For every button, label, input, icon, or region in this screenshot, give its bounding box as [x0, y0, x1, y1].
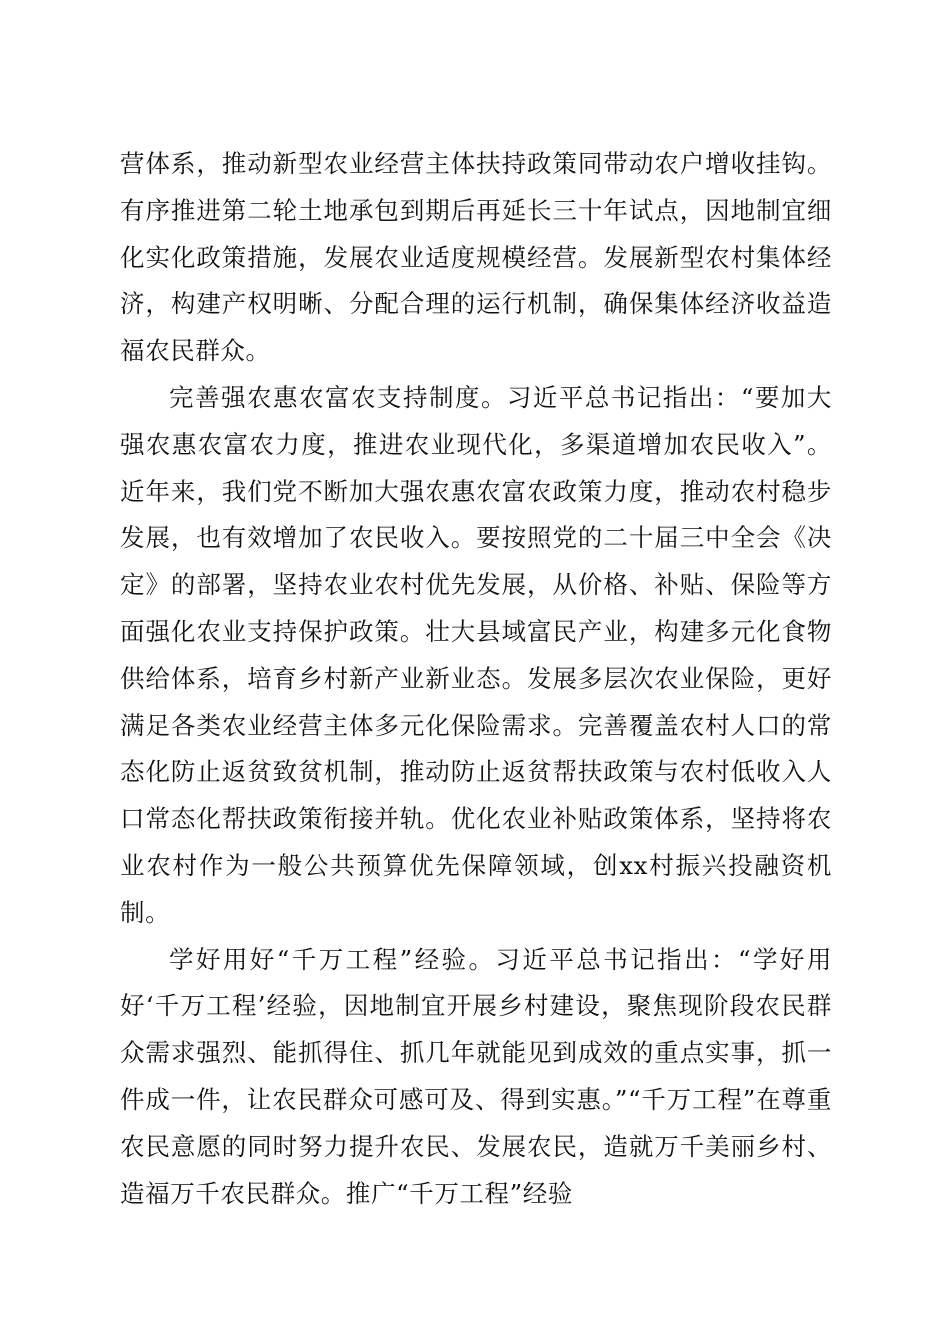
body-text	[120, 141, 832, 1217]
paragraph-3: 学好用好“千万工程”经验。习近平总书记指出：“学好用好‘千万工程’经验，因地制宜开展乡村建设，聚焦现阶段农民群众需求强烈、能抓得住、抓几年就能见到成效的重点实事，抓一件成一件，让农民群众可感可及、得到实惠。”“千万工程”在尊重农民意愿的同时努力提升农民、发展农民，造就万千美丽乡村、造福万千农民群众。推广“千万工程”经验	[120, 944, 832, 1208]
paragraph-1: 营体系，推动新型农业经营主体扶持政策同带动农户增收挂钩。有序推进第二轮土地承包到期后再延长三十年试点，因地制宜细化实化政策措施，发展农业适度规模经营。发展新型农村集体经济，构建产权明晰、分配合理的运行机制，确保集体经济收益造福农民群众。	[120, 149, 832, 366]
paragraph-2: 完善强农惠农富农支持制度。习近平总书记指出：“要加大强农惠农富农力度，推进农业现代化，多渠道增加农民收入”。近年来，我们党不断加大强农惠农富农政策力度，推动农村稳步发展，也有效增加了农民收入。要按照党的二十届三中全会《决定》的部署，坚持农业农村优先发展，从价格、补贴、保险等方面强化农业支持保护政策。壮大县域富民产业，构建多元化食物供给体系，培育乡村新产业新业态。发展多层次农业保险，更好满足各类农业经营主体多元化保险需求。完善覆盖农村人口的常态化防止返贫致贫机制，推动防止返贫帮扶政策与农村低收入人口常态化帮扶政策衔接并轨。优化农业补贴政策体系，坚持将农业农村作为一般公共预算优先保障领域，创xx村振兴投融资机制。	[120, 382, 832, 927]
